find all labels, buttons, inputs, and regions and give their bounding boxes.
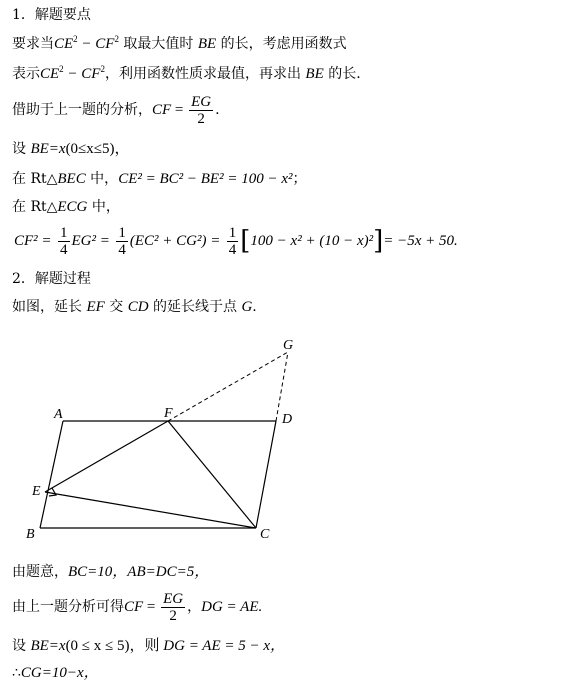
math-cg: CG=10−x， xyxy=(20,665,99,681)
math-be: BE xyxy=(197,36,217,52)
segment-dc xyxy=(256,421,276,528)
segment-dg-dashed xyxy=(276,352,288,421)
label-e: E xyxy=(32,484,41,499)
math-ef: EF xyxy=(86,299,105,315)
label-f: F xyxy=(164,406,173,421)
paragraph-previous-analysis: 由上一题分析可得CF = $\frac{EG}{2}$ ，DG = AE. xyxy=(12,590,263,624)
paragraph-given: 由题意，BC=10，AB=DC=5， xyxy=(12,564,210,580)
label-g: G xyxy=(283,338,294,353)
math-ce-squared: CE² = BC² − BE² = 100 − x² xyxy=(118,171,293,187)
math-cf: CF xyxy=(124,599,144,615)
text: 的长，考虑用函数式 xyxy=(216,36,347,52)
math-range: (0≤x≤5)， xyxy=(65,141,130,157)
text: 的长. xyxy=(323,66,361,82)
math-g: G xyxy=(241,299,253,315)
fraction-eg-over-2: $\frac{EG}{2}$ xyxy=(191,93,212,127)
math-ce: $CE^2 - CF^2$ xyxy=(54,34,119,52)
label-d: D xyxy=(282,412,293,427)
section-heading-1: 1．解题要点 xyxy=(12,7,91,23)
label-b: B xyxy=(26,527,35,542)
fraction-quarter: $\frac{1}{4}$ xyxy=(118,224,126,258)
math-be-x: BE=x xyxy=(30,638,66,654)
equation-cf-squared: CF² = $\frac{1}{4}$ EG² = $\frac{1}{4}$ (EC² + CG²) = $\frac{1}{4}$ [100 − x² + (10 − x)²]= −5x + 50. xyxy=(14,224,458,258)
segment-ab xyxy=(40,421,63,528)
triangle-bec: BEC xyxy=(57,171,86,187)
paragraph-ecg: 在 Rt△ECG 中， xyxy=(12,199,120,215)
label-a: A xyxy=(54,407,63,422)
segment-ef xyxy=(45,421,168,492)
label-c: C xyxy=(260,527,270,542)
math-cf: CF xyxy=(152,102,172,118)
math-given-values: BC=10，AB=DC=5， xyxy=(68,564,210,580)
triangle-ecg: ECG xyxy=(57,199,88,215)
segment-fc xyxy=(168,421,256,528)
paragraph-construction: 如图，延长 EF 交 CD 的延长线于点 G. xyxy=(12,299,257,315)
segment-ec xyxy=(45,492,256,528)
paragraph-let-be: 设 BE=x(0≤x≤5)， xyxy=(12,141,130,157)
segment-fg-dashed xyxy=(168,352,288,421)
math-be-x: BE=x xyxy=(30,141,66,157)
fraction-quarter: $\frac{1}{4}$ xyxy=(60,224,68,258)
math-dg-ae: DG = AE. xyxy=(201,599,263,615)
paragraph-let-be-dg: 设 BE=x(0 ≤ x ≤ 5)，则 DG = AE = 5 − x， xyxy=(12,638,286,654)
paragraph-cg: ∴CG=10−x， xyxy=(12,665,99,681)
text: 要求当 xyxy=(12,36,54,52)
math-ce: $CE^2 - CF^2$ xyxy=(40,64,105,82)
math-dg-expression: DG = AE = 5 − x， xyxy=(163,638,286,654)
math-be: BE xyxy=(305,66,324,82)
math-range: (0 ≤ x ≤ 5)，则 xyxy=(65,638,164,654)
math-cd: CD xyxy=(127,299,149,315)
section-heading-2: 2．解题过程 xyxy=(12,271,91,287)
text: 表示 xyxy=(12,66,40,82)
fraction-quarter: $\frac{1}{4}$ xyxy=(228,224,237,258)
text: 借助于上一题的分析， xyxy=(12,102,152,118)
fraction-eg-over-2: $\frac{EG}{2}$ xyxy=(163,590,184,624)
text: 取最大值时 xyxy=(118,36,198,52)
paragraph-cf-formula: 借助于上一题的分析，CF = $\frac{EG}{2}$ . xyxy=(12,93,220,127)
paragraph-bec: 在 Rt△BEC 中，CE² = BC² − BE² = 100 − x²； xyxy=(12,171,307,187)
text: ，利用函数性质求最值，再求出 xyxy=(104,66,306,82)
